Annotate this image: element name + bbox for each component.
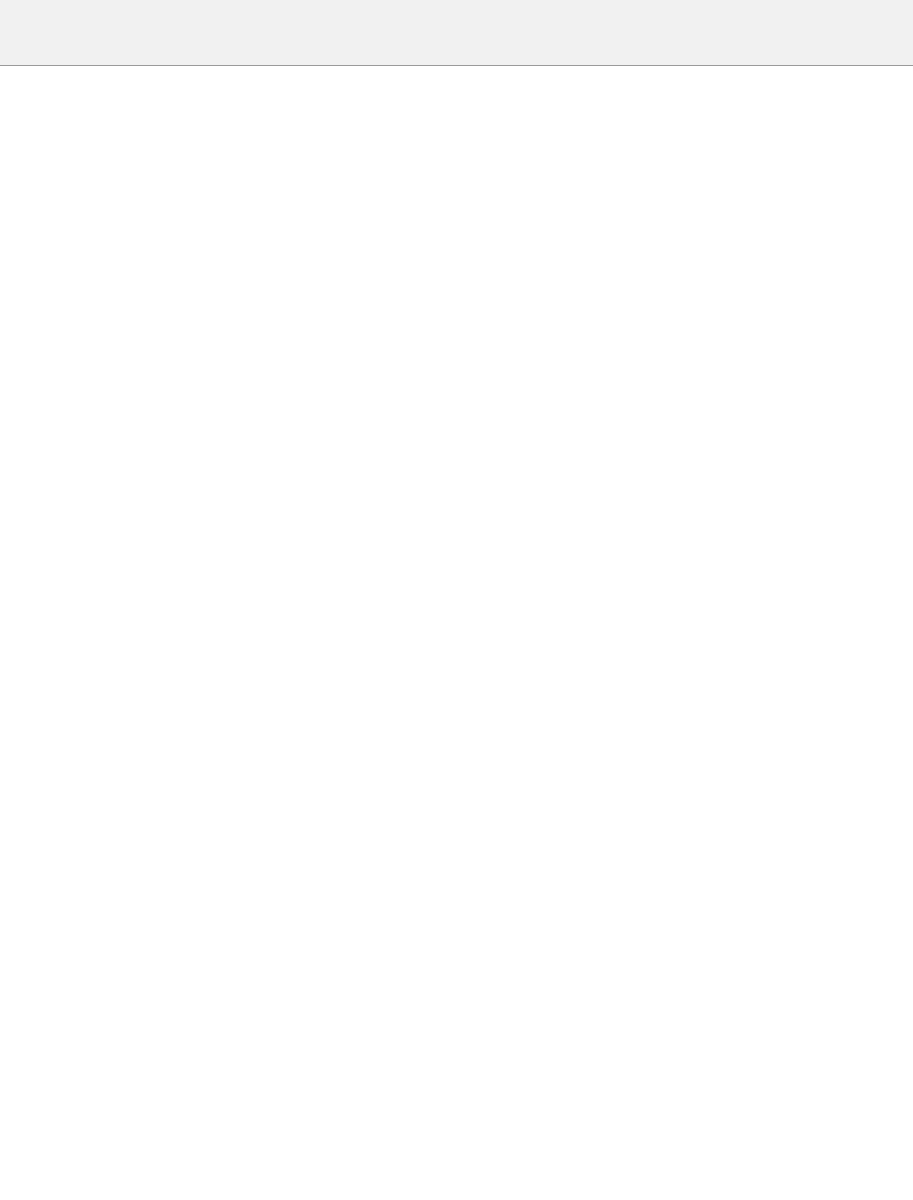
header-pattern <box>0 0 913 65</box>
footer-decorative-band <box>0 1128 913 1200</box>
footer-hexagon-pattern <box>0 1128 913 1200</box>
header-decorative-band <box>0 0 913 66</box>
